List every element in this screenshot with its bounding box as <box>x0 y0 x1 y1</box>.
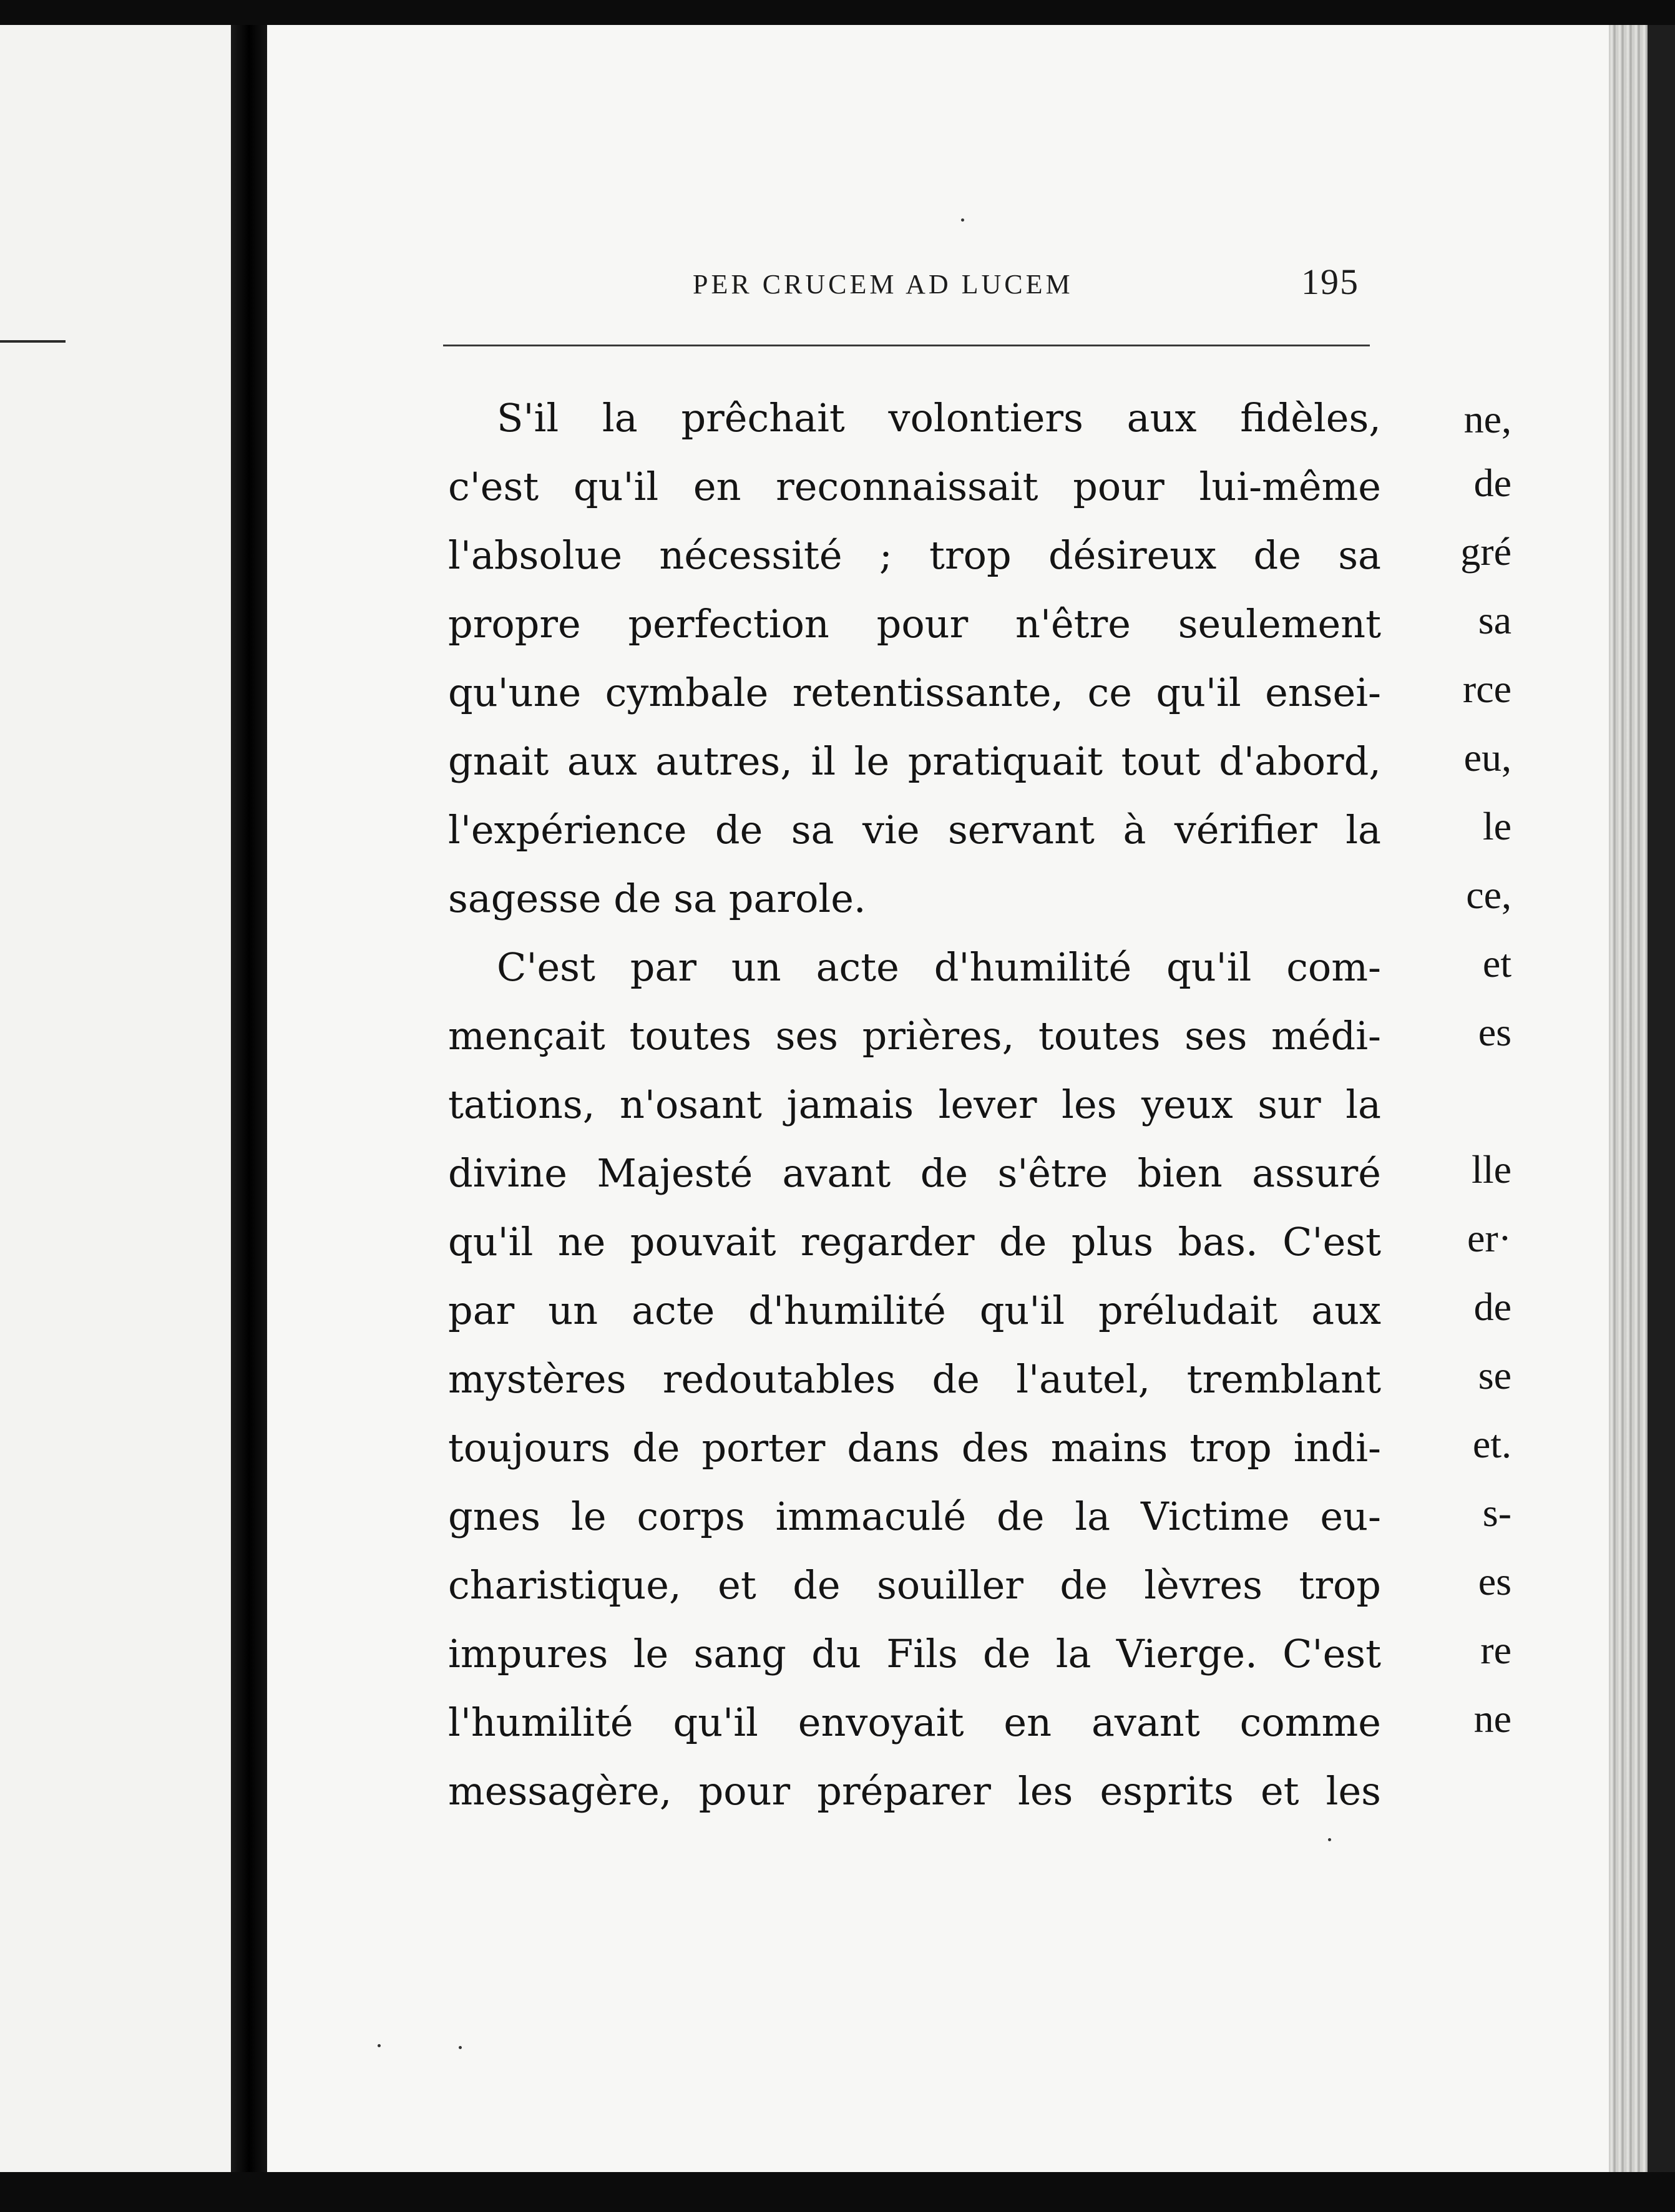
text-line: l'expérience de sa vie servant à vérifier la <box>448 807 1381 853</box>
left-fragment: ne <box>1473 1696 1511 1741</box>
text-line: C'est par un acte d'humilité qu'il com- <box>497 944 1381 990</box>
left-fragment: s- <box>1482 1490 1511 1535</box>
text-line: l'humilité qu'il envoyait en avant comme <box>448 1700 1381 1745</box>
scan-border-bottom <box>0 2172 1675 2212</box>
text-line: c'est qu'il en reconnaissait pour lui-même <box>448 464 1381 509</box>
scan-speck <box>378 2044 381 2047</box>
text-line: qu'il ne pouvait regarder de plus bas. C'est <box>448 1219 1381 1265</box>
page-number: 195 <box>1301 262 1359 302</box>
text-line: mençait toutes ses prières, toutes ses médi- <box>448 1013 1381 1059</box>
book-spine <box>231 25 267 2172</box>
left-fragment: lle <box>1472 1147 1511 1192</box>
left-fragment: ne, <box>1463 397 1511 441</box>
text-line: impures le sang du Fils de la Vierge. C'est <box>448 1631 1381 1676</box>
text-line: l'absolue nécessité ; trop désireux de sa <box>448 532 1381 578</box>
header-rule <box>443 345 1370 346</box>
text-line: gnes le corps immaculé de la Victime eu- <box>448 1494 1381 1539</box>
previous-page <box>0 25 231 2172</box>
left-fragment: et. <box>1472 1422 1511 1466</box>
scan-speck <box>459 2046 462 2049</box>
left-fragment: sa <box>1478 598 1511 642</box>
text-line: sagesse de sa parole. <box>448 876 866 921</box>
scan-border-top <box>0 0 1675 25</box>
left-fragment: ce, <box>1466 873 1511 917</box>
text-line: mystères redoutables de l'autel, tremblant <box>448 1356 1381 1402</box>
left-fragment: es <box>1478 1559 1511 1603</box>
text-line: gnait aux autres, il le pratiquait tout d'abord, <box>448 738 1381 784</box>
left-fragment: es <box>1478 1010 1511 1054</box>
text-line: messagère, pour préparer les esprits et les <box>448 1768 1381 1814</box>
text-line: qu'une cymbale retentissante, ce qu'il ensei- <box>448 670 1381 715</box>
text-line: par un acte d'humilité qu'il préludait aux <box>448 1288 1381 1333</box>
left-fragment: er· <box>1467 1216 1511 1260</box>
text-line: tations, n'osant jamais lever les yeux sur la <box>448 1082 1381 1127</box>
scan-speck <box>961 218 964 222</box>
left-fragment: le <box>1482 804 1511 848</box>
left-fragment: re <box>1480 1628 1511 1672</box>
left-fragment: de <box>1473 461 1511 505</box>
text-line: propre perfection pour n'être seulement <box>448 601 1381 647</box>
left-fragment: gré <box>1460 529 1511 574</box>
left-fragment: et <box>1482 941 1511 986</box>
text-line: charistique, et de souiller de lèvres trop <box>448 1562 1381 1608</box>
left-fragment: eu, <box>1463 735 1511 780</box>
running-head-title: PER CRUCEM AD LUCEM <box>693 269 1073 300</box>
page-edge-shadow <box>1648 25 1675 2172</box>
previous-page-rule <box>0 340 66 343</box>
left-fragment: se <box>1478 1353 1511 1397</box>
text-line: S'il la prêchait volontiers aux fidèles, <box>497 395 1381 441</box>
left-fragment: de <box>1473 1285 1511 1329</box>
left-fragment: rce <box>1462 667 1511 711</box>
text-line: toujours de porter dans des mains trop indi- <box>448 1425 1381 1471</box>
text-line: divine Majesté avant de s'être bien assuré <box>448 1150 1381 1196</box>
body-text <box>448 384 1381 1826</box>
scan-speck <box>1328 1838 1331 1841</box>
